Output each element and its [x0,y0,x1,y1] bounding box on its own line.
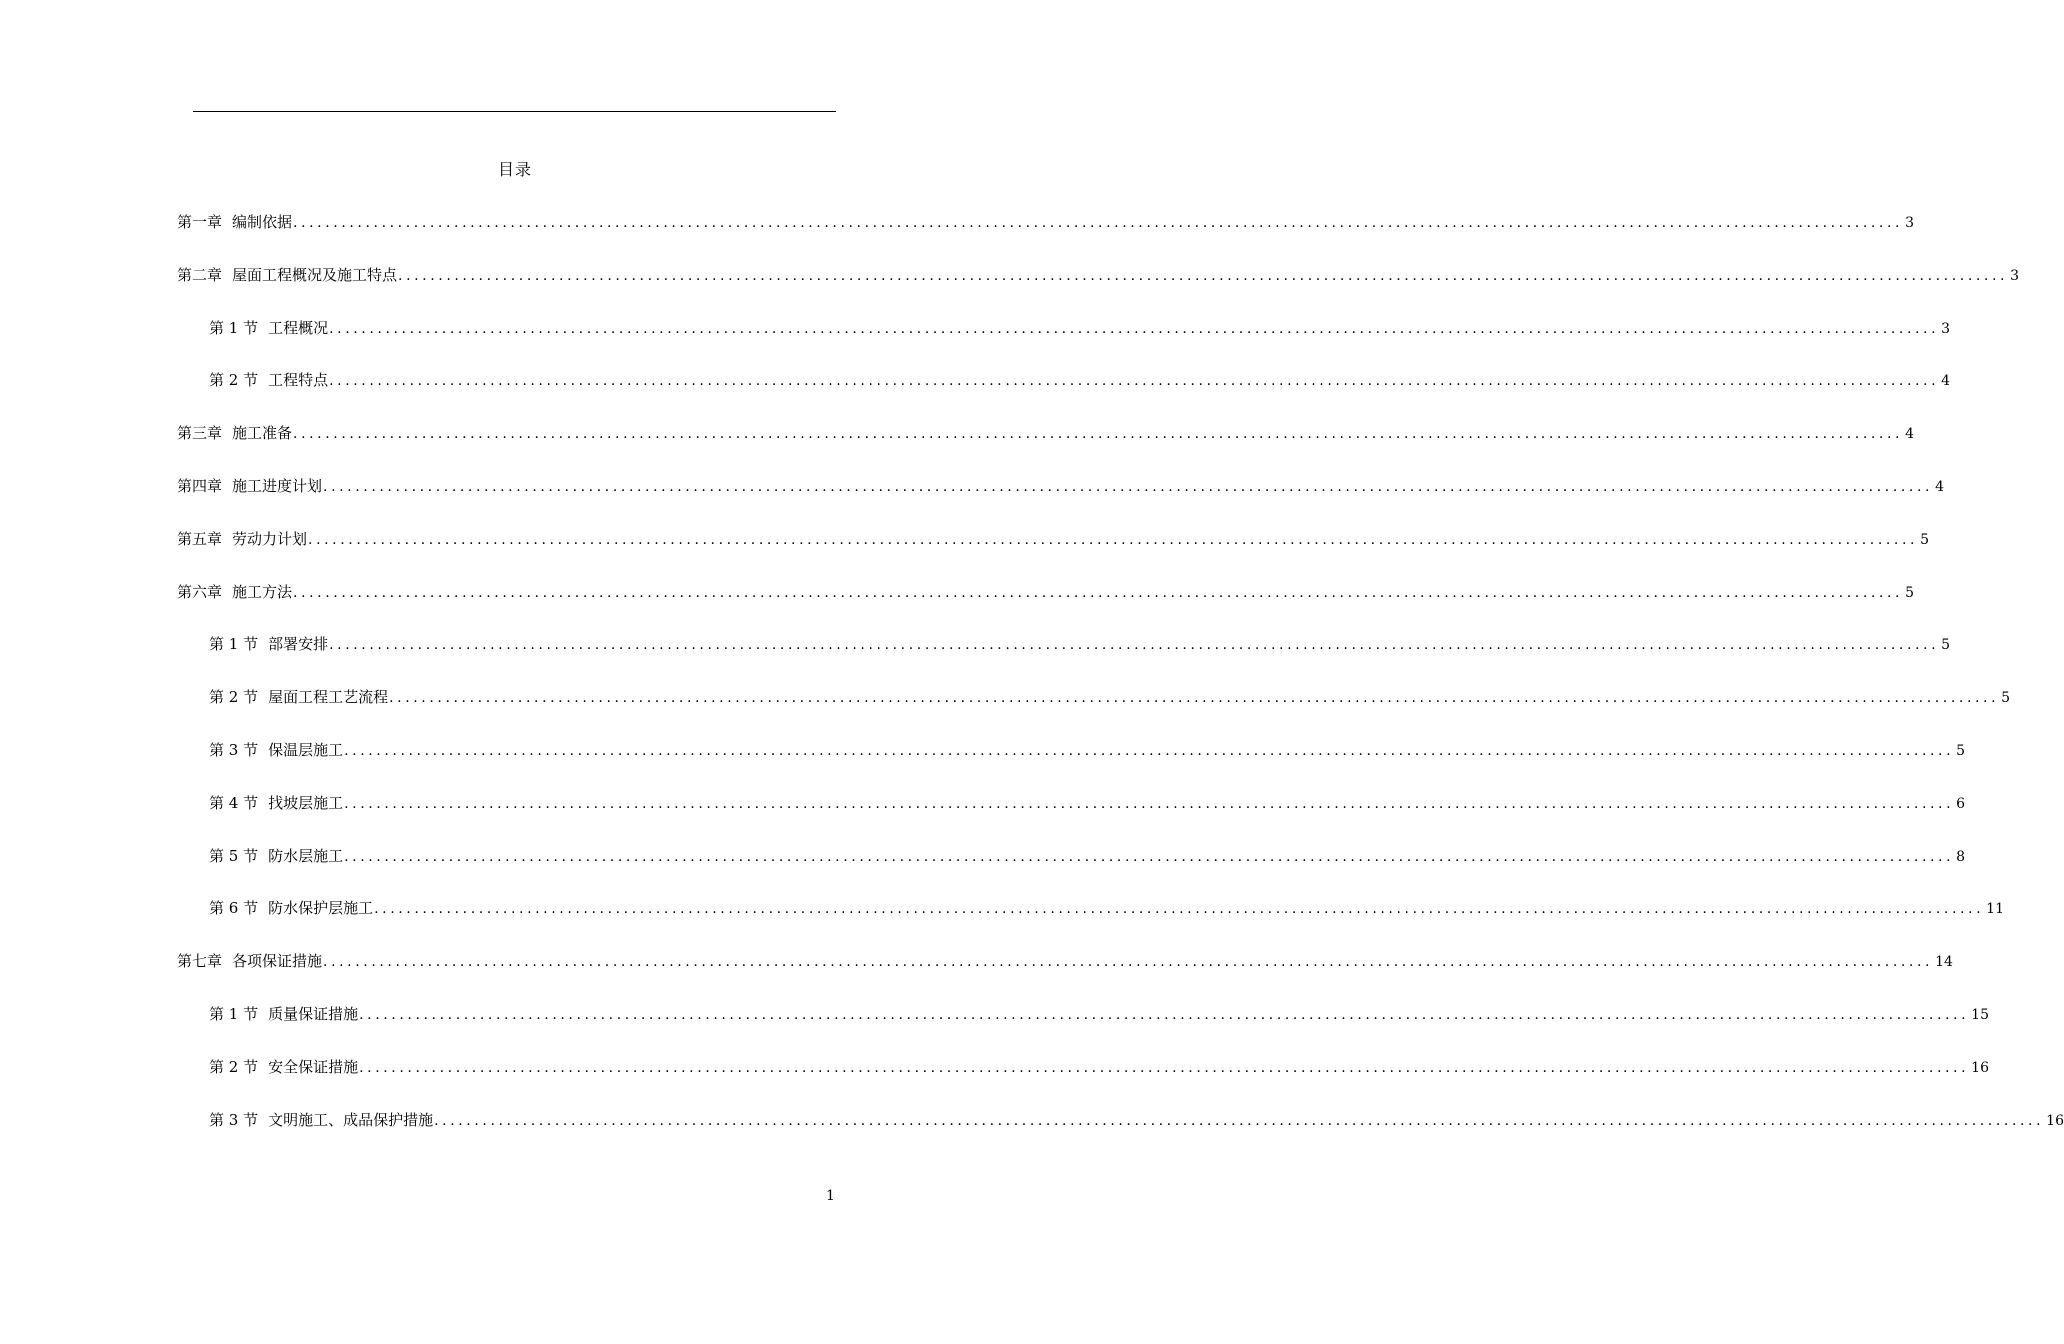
toc-entry-page: 14 [1935,954,1953,971]
toc-entry-text: 各项保证措施 [232,952,323,971]
toc-entry-text: 保温层施工 [268,741,344,759]
toc-entry[interactable] [209,369,1951,391]
toc-leader-dots: ........................................................................................................................................................................................................ [308,531,1919,548]
toc-entry[interactable] [209,739,1966,761]
toc-leader-dots: ........................................................................................................................................................................................................ [389,690,2000,707]
toc-entry-text: 屋面工程工艺流程 [268,688,389,707]
toc-entry-text: 施工准备 [232,424,293,443]
toc-entry[interactable] [209,1003,1989,1025]
toc-entry-page: 5 [1920,531,1929,548]
toc-entry-number: 第 3 节 [209,741,259,759]
toc-entry-number: 第七章 [177,952,223,971]
toc-entry[interactable] [209,686,2011,708]
toc-leader-dots: ........................................................................................................................................................................................................ [344,743,1955,759]
toc-leader-dots: ........................................................................................................................................................................................................ [329,373,1940,390]
toc-leader-dots: ........................................................................................................................................................................................................ [344,795,1955,812]
toc-entry-text: 防水保护层施工 [268,899,374,918]
toc-leader-dots: ........................................................................................................................................................................................................ [323,954,1934,971]
toc-entry-number: 第五章 [177,529,223,548]
toc-entry-text: 安全保证措施 [268,1057,359,1076]
toc-leader-dots: ........................................................................................................................................................................................................ [329,320,1940,337]
toc-entry-number: 第 1 节 [209,318,259,337]
toc-leader-dots: ........................................................................................................................................................................................................ [293,215,1904,231]
toc-entry[interactable] [209,633,1951,655]
toc-entry-text: 劳动力计划 [232,529,308,548]
toc-entry-text: 工程特点 [268,371,329,390]
toc-entry[interactable] [209,792,1966,814]
toc-entry-page: 3 [2010,267,2019,284]
toc-entry-text: 工程概况 [268,318,329,337]
toc-entry[interactable] [209,1109,2064,1131]
toc-entry-text: 施工方法 [232,582,293,601]
toc-leader-dots: ........................................................................................................................................................................................................ [323,479,1934,495]
toc-entry-number: 第三章 [177,424,223,443]
toc-entry[interactable] [209,845,1966,867]
toc-entry-page: 15 [1971,1007,1989,1023]
toc-entry-page: 3 [1905,215,1914,231]
toc-entry[interactable] [177,581,1914,603]
toc-entry-page: 16 [2046,1112,2064,1129]
toc-entry-number: 第 1 节 [209,1005,259,1023]
toc-entry-page: 16 [1971,1059,1989,1076]
toc-entry[interactable] [177,528,1929,550]
toc-entry-number: 第六章 [177,582,223,601]
toc-entry-number: 第一章 [177,213,223,231]
toc-entry-number: 第 2 节 [209,688,259,707]
toc-leader-dots: ........................................................................................................................................................................................................ [344,848,1955,865]
toc-entry-page: 3 [1941,320,1951,337]
toc-entry-number: 第 2 节 [209,371,259,390]
toc-entry-page: 5 [1905,584,1914,601]
toc-entry[interactable] [209,1056,1989,1078]
toc-leader-dots: ........................................................................................................................................................................................................ [293,584,1904,601]
toc-entry-number: 第 2 节 [209,1057,259,1076]
toc-entry-text: 文明施工、成品保护措施 [268,1110,434,1129]
toc-entry-page: 5 [2001,690,2011,707]
page-number: 1 [826,1188,835,1204]
toc-entry[interactable] [177,475,1944,497]
toc-leader-dots: ........................................................................................................................................................................................................ [374,901,1985,918]
toc-title: 目录 [497,160,532,179]
toc-leader-dots: ........................................................................................................................................................................................................ [329,637,1940,654]
toc-entry-number: 第 5 节 [209,846,259,865]
toc-entry[interactable] [209,317,1951,339]
toc-entry-page: 4 [1941,373,1951,390]
toc-entry-page: 4 [1905,426,1914,443]
toc-leader-dots: ........................................................................................................................................................................................................ [398,267,2009,284]
toc-entry-number: 第 1 节 [209,635,259,654]
toc-entry-number: 第四章 [177,477,223,495]
toc-entry-text: 找坡层施工 [268,793,344,812]
toc-entry-text: 防水层施工 [268,846,344,865]
toc-entry[interactable] [177,422,1914,444]
toc-entry-page: 5 [1956,743,1966,759]
toc-entry[interactable] [177,264,2019,286]
toc-entry[interactable] [177,211,1914,233]
toc-entry-page: 8 [1956,848,1966,865]
toc-entry-page: 11 [1986,901,2004,918]
toc-entry-text: 屋面工程概况及施工特点 [232,265,398,284]
toc-entry-page: 5 [1941,637,1951,654]
toc-entry-number: 第二章 [177,265,223,284]
toc-entry-number: 第 4 节 [209,793,259,812]
toc-entry-text: 编制依据 [232,213,293,231]
toc-entry-number: 第 3 节 [209,1110,259,1129]
toc-entry-text: 施工进度计划 [232,477,323,495]
toc-entry-number: 第 6 节 [209,899,259,918]
toc-leader-dots: ........................................................................................................................................................................................................ [293,426,1904,443]
toc-leader-dots: ........................................................................................................................................................................................................ [434,1112,2045,1129]
toc-leader-dots: ........................................................................................................................................................................................................ [359,1059,1970,1076]
toc-leader-dots: ........................................................................................................................................................................................................ [359,1007,1970,1023]
toc-entry-text: 质量保证措施 [268,1005,359,1023]
toc-entry[interactable] [209,897,2004,919]
toc-entry-page: 4 [1935,479,1944,495]
toc-entry-text: 部署安排 [268,635,329,654]
toc-entry[interactable] [177,950,1953,972]
toc-entry-page: 6 [1956,795,1966,812]
